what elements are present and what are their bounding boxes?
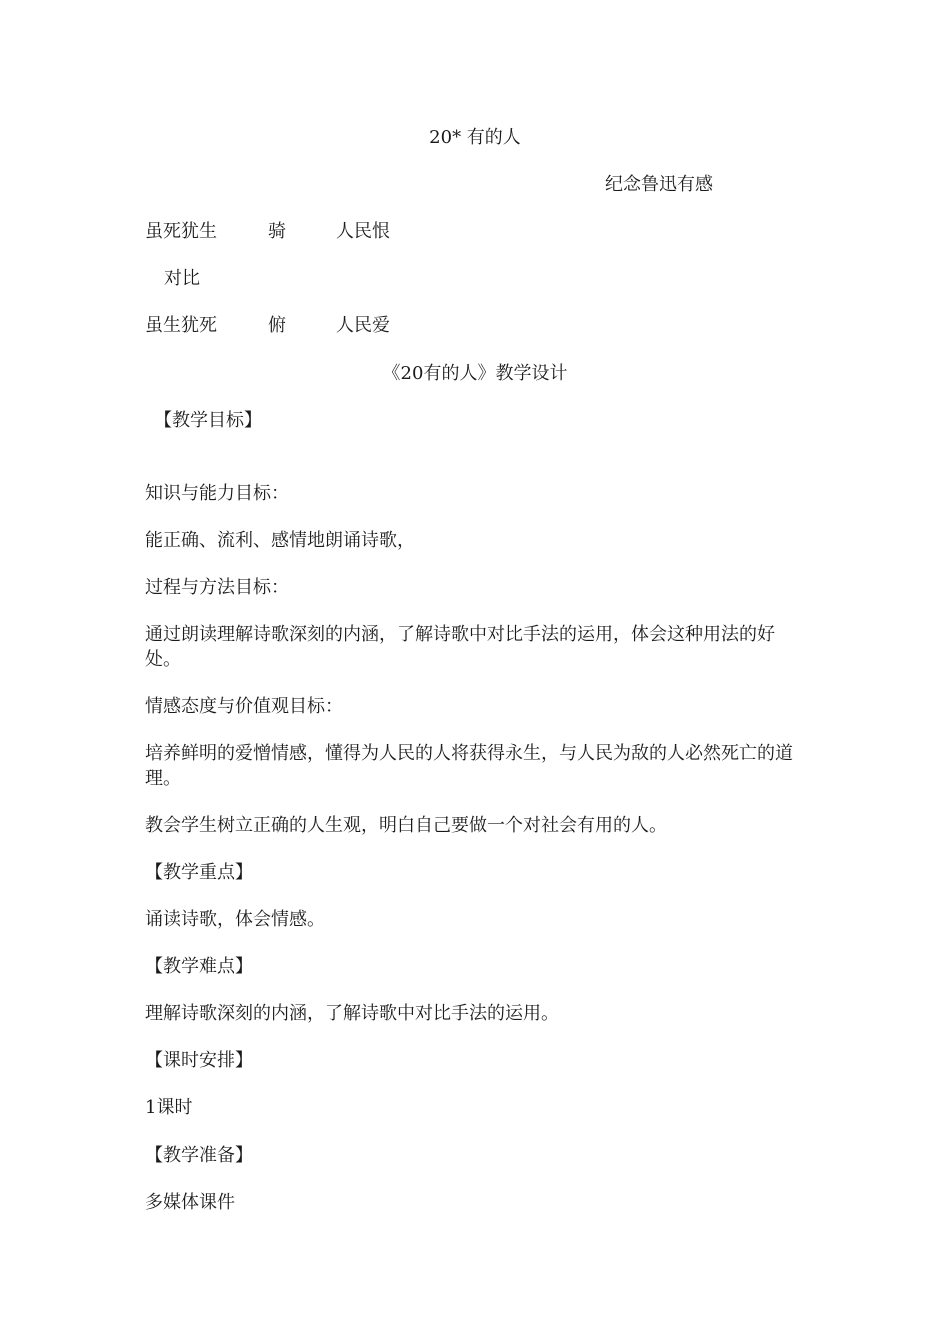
paragraph: 培养鲜明的爱憎情感，懂得为人民的人将获得永生，与人民为敌的人必然死亡的道理。 xyxy=(145,743,793,789)
section-heading: 【课时安排】 xyxy=(145,1050,253,1071)
paragraph: 理解诗歌深刻的内涵，了解诗歌中对比手法的运用。 xyxy=(145,1003,559,1024)
contrast-label: 对比 xyxy=(164,268,200,289)
paragraph: 能正确、流利、感情地朗诵诗歌， xyxy=(145,530,415,551)
sub-heading: 过程与方法目标： xyxy=(145,577,289,598)
paragraph: 通过朗读理解诗歌深刻的内涵，了解诗歌中对比手法的运用，体会这种用法的好处。 xyxy=(145,624,775,670)
section-heading: 【教学目标】 xyxy=(154,410,262,431)
sub-heading: 情感态度与价值观目标： xyxy=(145,696,343,717)
contrast-row-1 xyxy=(0,219,950,244)
contrast-cell: 人民恨 xyxy=(336,221,390,242)
contrast-cell: 骑 xyxy=(268,221,286,242)
contrast-row-2 xyxy=(0,313,950,338)
section-heading: 【教学准备】 xyxy=(145,1145,253,1166)
paragraph: 多媒体课件 xyxy=(145,1192,235,1213)
paragraph: 1课时 xyxy=(145,1097,193,1118)
paragraph: 教会学生树立正确的人生观，明白自己要做一个对社会有用的人。 xyxy=(145,815,667,836)
poem-subtitle: 纪念鲁迅有感 xyxy=(605,174,713,195)
contrast-cell: 人民爱 xyxy=(336,315,390,336)
section-heading: 【教学难点】 xyxy=(145,956,253,977)
section-heading: 【教学重点】 xyxy=(145,862,253,883)
contrast-cell: 俯 xyxy=(268,315,286,336)
sub-heading: 知识与能力目标： xyxy=(145,483,289,504)
contrast-cell: 虽死犹生 xyxy=(145,221,217,242)
paragraph: 诵读诗歌，体会情感。 xyxy=(145,909,325,930)
design-title: 《20有的人》教学设计 xyxy=(382,363,568,384)
contrast-cell: 虽生犹死 xyxy=(145,315,217,336)
poem-title: 20* 有的人 xyxy=(429,127,521,148)
